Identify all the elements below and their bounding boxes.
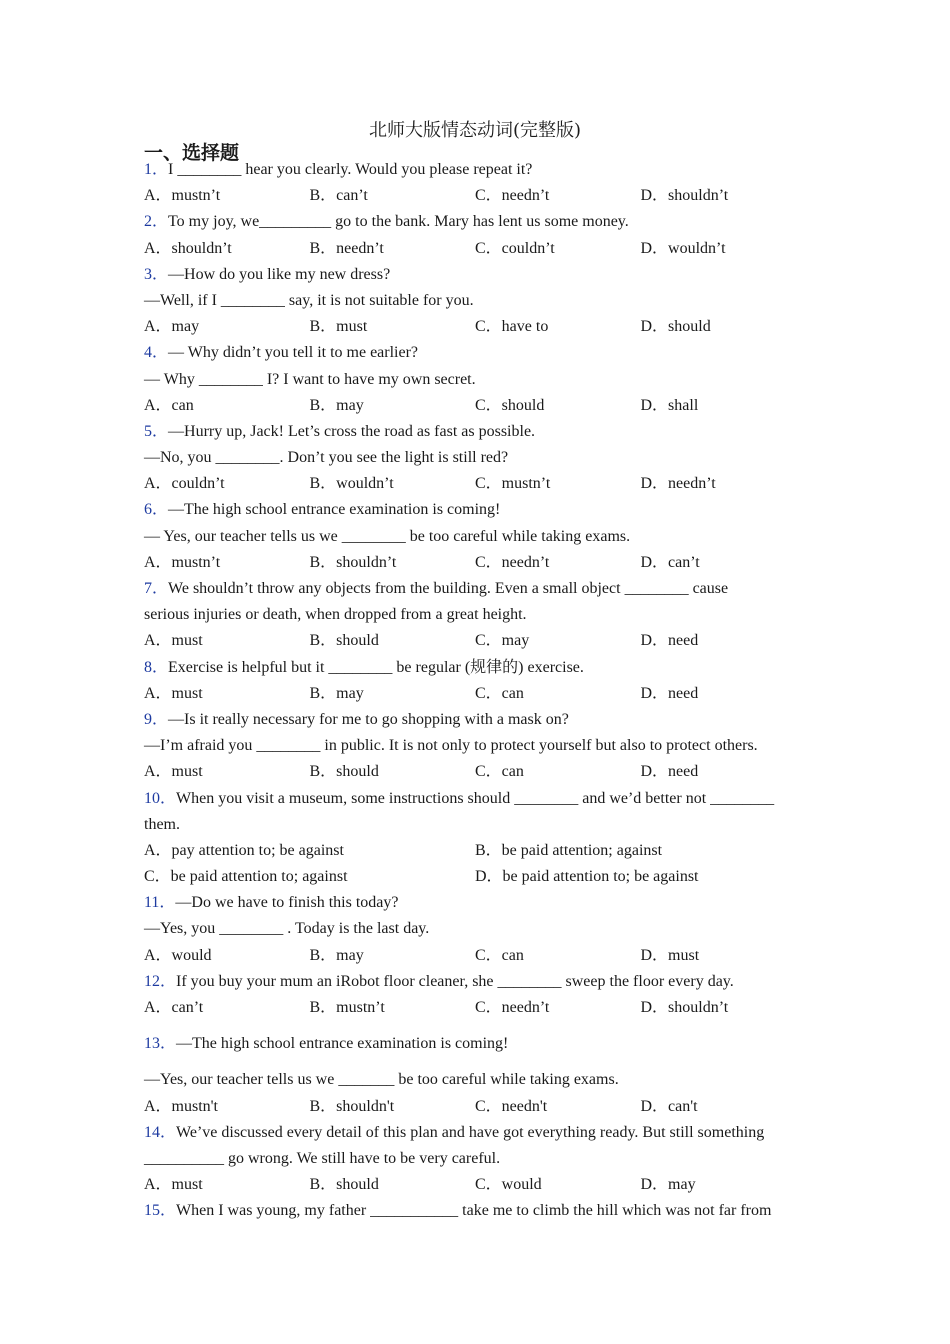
question-number: 8． bbox=[144, 658, 169, 676]
spacer bbox=[144, 1057, 809, 1067]
question-number: 2． bbox=[144, 213, 169, 231]
option-b[interactable]: B．needn’t bbox=[309, 239, 384, 257]
option-d[interactable]: D．should bbox=[640, 318, 711, 336]
question-5-line-2: —No, you ________. Don’t you see the light is still red? bbox=[144, 449, 509, 467]
option-c[interactable]: C．can bbox=[475, 946, 524, 964]
question-number: 10． bbox=[144, 789, 177, 807]
options-12 bbox=[144, 995, 809, 1021]
option-b[interactable]: B．should bbox=[309, 632, 379, 650]
option-a[interactable]: A．can bbox=[144, 396, 194, 414]
option-b[interactable]: B．may bbox=[309, 396, 364, 414]
question-stem: We’ve discussed every detail of this plan and have got everything ready. But still something bbox=[176, 1123, 765, 1141]
option-d[interactable]: D．shouldn’t bbox=[640, 187, 729, 205]
option-a[interactable]: A．must bbox=[144, 684, 203, 702]
option-b[interactable]: B．be paid attention; against bbox=[475, 841, 663, 859]
option-b[interactable]: B．mustn’t bbox=[309, 999, 385, 1016]
question-stem: I ________ hear you clearly. Would you please repeat it? bbox=[168, 161, 533, 178]
option-d[interactable]: D．need bbox=[640, 763, 699, 781]
option-a[interactable]: A．shouldn’t bbox=[144, 239, 232, 257]
question-7-line-2: serious injuries or death, when dropped from a great height. bbox=[144, 606, 527, 624]
question-stem: When you visit a museum, some instructions should ________ and we’d better not ________ bbox=[176, 789, 775, 807]
question-4-line-2: — Why ________ I? I want to have my own secret. bbox=[144, 370, 476, 388]
options-9 bbox=[144, 759, 809, 785]
option-d[interactable]: D．needn’t bbox=[640, 475, 716, 493]
option-c[interactable]: C．may bbox=[475, 632, 530, 650]
question-number: 7． bbox=[144, 580, 169, 597]
options-5 bbox=[144, 471, 809, 497]
question-12 bbox=[144, 969, 809, 995]
question-list bbox=[144, 157, 809, 1225]
question-11-line-2: —Yes, you ________ . Today is the last day. bbox=[144, 920, 430, 938]
option-b[interactable]: B．should bbox=[309, 1176, 379, 1194]
option-c[interactable]: C．have to bbox=[475, 318, 549, 336]
option-c[interactable]: C．needn’t bbox=[475, 999, 550, 1016]
option-d[interactable]: D．shall bbox=[640, 396, 699, 414]
option-a[interactable]: A．must bbox=[144, 632, 203, 650]
question-stem: —The high school entrance examination is coming! bbox=[168, 501, 501, 519]
question-stem: To my joy, we_________ go to the bank. Mary has lent us some money. bbox=[168, 213, 629, 231]
options-7 bbox=[144, 628, 809, 654]
question-number: 9． bbox=[144, 710, 169, 728]
question-number: 5． bbox=[144, 422, 169, 440]
question-number: 6． bbox=[144, 501, 169, 519]
options-10-row-2 bbox=[144, 864, 809, 890]
question-number: 1． bbox=[144, 161, 169, 178]
options-14 bbox=[144, 1172, 809, 1198]
question-stem: We shouldn’t throw any objects from the building. Even a small object ________ cause bbox=[168, 580, 729, 597]
option-a[interactable]: A．must bbox=[144, 1176, 203, 1194]
option-b[interactable]: B．shouldn’t bbox=[309, 553, 397, 571]
question-number: 4． bbox=[144, 344, 169, 362]
option-c[interactable]: C．needn't bbox=[475, 1097, 548, 1115]
option-b[interactable]: B．may bbox=[309, 946, 364, 964]
question-9-line-2: —I’m afraid you ________ in public. It is not only to protect yourself but also to protect others. bbox=[144, 737, 758, 755]
question-3 bbox=[144, 262, 809, 288]
spacer bbox=[144, 1021, 809, 1031]
option-d[interactable]: D．must bbox=[640, 946, 700, 964]
option-c[interactable]: C．can bbox=[475, 684, 524, 702]
question-stem: When I was young, my father ___________ take me to climb the hill which was not far from bbox=[176, 1202, 772, 1220]
page-title: 北师大版情态动词(完整版) bbox=[368, 120, 582, 141]
option-b[interactable]: B．wouldn’t bbox=[309, 475, 394, 493]
question-9 bbox=[144, 707, 809, 733]
question-5 bbox=[144, 419, 809, 445]
option-d[interactable]: D．may bbox=[640, 1176, 696, 1194]
option-d[interactable]: D．wouldn’t bbox=[640, 239, 726, 257]
option-b[interactable]: B．may bbox=[309, 684, 364, 702]
question-10-line-2: them. bbox=[144, 815, 180, 833]
question-6-line-2: — Yes, our teacher tells us we ________ be too careful while taking exams. bbox=[144, 527, 631, 545]
question-stem: —How do you like my new dress? bbox=[168, 265, 391, 283]
question-number: 3． bbox=[144, 265, 169, 283]
option-a[interactable]: A．mustn’t bbox=[144, 187, 221, 205]
option-d[interactable]: D．be paid attention to; be against bbox=[475, 868, 699, 886]
question-stem: —Hurry up, Jack! Let’s cross the road as fast as possible. bbox=[168, 422, 536, 440]
options-6 bbox=[144, 550, 809, 576]
option-c[interactable]: C．be paid attention to; against bbox=[144, 868, 348, 886]
option-c[interactable]: C．needn’t bbox=[475, 553, 550, 571]
question-15 bbox=[144, 1198, 809, 1224]
option-d[interactable]: D．shouldn’t bbox=[640, 999, 729, 1016]
option-a[interactable]: A．mustn't bbox=[144, 1097, 219, 1115]
option-c[interactable]: C．couldn’t bbox=[475, 239, 555, 257]
option-b[interactable]: B．can’t bbox=[309, 187, 368, 205]
options-4 bbox=[144, 393, 809, 419]
question-number: 13． bbox=[144, 1035, 177, 1053]
question-number: 12． bbox=[144, 972, 177, 990]
options-2 bbox=[144, 236, 809, 262]
options-11 bbox=[144, 943, 809, 969]
option-c[interactable]: C．should bbox=[475, 396, 545, 414]
options-8 bbox=[144, 681, 809, 707]
option-c[interactable]: C．can bbox=[475, 763, 524, 781]
question-number: 15． bbox=[144, 1202, 177, 1220]
question-stem: If you buy your mum an iRobot floor cleaner, she ________ sweep the floor every day. bbox=[176, 972, 734, 990]
options-1 bbox=[144, 183, 809, 209]
question-13-line-2: —Yes, our teacher tells us we _______ be too careful while taking exams. bbox=[144, 1071, 619, 1089]
question-7 bbox=[144, 576, 809, 602]
question-3-line-2: —Well, if I ________ say, it is not suitable for you. bbox=[144, 291, 474, 309]
option-d[interactable]: D．can’t bbox=[640, 553, 700, 571]
section-heading: 一、选择题 bbox=[144, 142, 240, 164]
option-a[interactable]: A．couldn’t bbox=[144, 475, 225, 493]
options-13 bbox=[144, 1094, 809, 1120]
option-b[interactable]: B．should bbox=[309, 763, 379, 781]
option-a[interactable]: A．can’t bbox=[144, 999, 204, 1016]
option-d[interactable]: D．need bbox=[640, 684, 699, 702]
question-stem: —Do we have to finish this today? bbox=[175, 894, 399, 912]
question-stem: — Why didn’t you tell it to me earlier? bbox=[168, 344, 419, 362]
question-number: 14． bbox=[144, 1123, 177, 1141]
option-b[interactable]: B．must bbox=[309, 318, 368, 336]
option-c[interactable]: C．would bbox=[475, 1176, 542, 1194]
question-13 bbox=[144, 1031, 809, 1057]
options-10-row-1 bbox=[144, 838, 809, 864]
question-2 bbox=[144, 209, 809, 235]
question-8 bbox=[144, 655, 809, 681]
question-6 bbox=[144, 497, 809, 523]
option-a[interactable]: A．may bbox=[144, 318, 200, 336]
option-c[interactable]: C．needn’t bbox=[475, 187, 550, 205]
option-a[interactable]: A．mustn’t bbox=[144, 553, 221, 571]
option-b[interactable]: B．shouldn't bbox=[309, 1097, 395, 1115]
option-a[interactable]: A．pay attention to; be against bbox=[144, 841, 344, 859]
question-4 bbox=[144, 340, 809, 366]
question-14 bbox=[144, 1120, 809, 1146]
question-number: 11． bbox=[144, 894, 176, 912]
question-1 bbox=[144, 157, 809, 183]
question-14-line-2: __________ go wrong. We still have to be very careful. bbox=[144, 1149, 501, 1167]
option-d[interactable]: D．can't bbox=[640, 1097, 698, 1115]
option-c[interactable]: C．mustn’t bbox=[475, 475, 551, 493]
question-11 bbox=[144, 890, 809, 916]
question-stem: —The high school entrance examination is coming! bbox=[176, 1035, 509, 1053]
options-3 bbox=[144, 314, 809, 340]
question-stem: —Is it really necessary for me to go shopping with a mask on? bbox=[168, 710, 569, 728]
question-10 bbox=[144, 786, 809, 812]
question-stem: Exercise is helpful but it ________ be regular (规律的) exercise. bbox=[168, 658, 584, 676]
option-a[interactable]: A．must bbox=[144, 763, 203, 781]
option-d[interactable]: D．need bbox=[640, 632, 699, 650]
option-a[interactable]: A．would bbox=[144, 946, 212, 964]
